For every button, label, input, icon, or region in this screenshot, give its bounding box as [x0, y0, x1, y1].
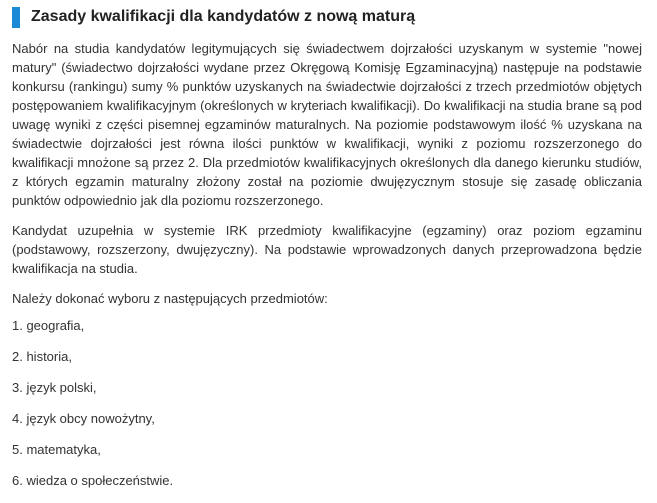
rules-text	[12, 39, 642, 308]
section-header	[12, 6, 415, 28]
rules-paragraph-irk: Kandydat uzupełnia w systemie IRK przedmioty kwalifikacyjne (egzaminy) oraz poziom egzaminu (podstawowy, rozszerzony, dwujęzyczny). Na podstawie wprowadzonych danych przeprowadzona będzie kwalifikacja na studia.	[12, 223, 642, 276]
subjects-intro: Należy dokonać wyboru z następujących przedmiotów:	[12, 291, 328, 306]
subject-item-jezyk-obcy: 4. język obcy nowożytny,	[12, 411, 155, 426]
rules-paragraph-nabor: Nabór na studia kandydatów legitymujących się świadectwem dojrzałości uzyskanym w systemie "nowej matury" (świadectwo dojrzałości wydane przez Okręgową Komisję Egzaminacyjną) następuje na podstawie konkursu (rankingu) sumy % punktów uzyskanych na świadectwie dojrzałości z trzech przedmiotów objętych postępowaniem kwalifikacyjnym (określonych w kryteriach kwalifikacji). Do kwalifikacji na studia brane są pod uwagę wyniki z części pisemnej egzaminów maturalnych. Na poziomie podstawowym ilość % uzyskana na świadectwie dojrzałości jest równa ilości punktów w kwalifikacji, wyniki z poziomu rozszerzonego do kwalifikacji mnożone są przez 2. Dla przedmiotów kwalifikacyjnych określonych dla danego kierunku studiów, z których egzamin maturalny złożony został na poziomie dwujęzycznym stosuje się zasadę obliczania punktów odpowiednio jak dla poziomu rozszerzonego.	[12, 41, 642, 208]
subject-item-geografia: 1. geografia,	[12, 318, 85, 333]
subject-item-historia: 2. historia,	[12, 349, 72, 364]
subject-list	[12, 316, 173, 502]
section-title: Zasady kwalifikacji dla kandydatów z nową maturą	[31, 8, 416, 25]
subject-item-matematyka: 5. matematyka,	[12, 442, 101, 457]
subject-item-jezyk-polski: 3. język polski,	[12, 380, 97, 395]
header-accent-bar	[12, 7, 20, 28]
subject-item-wos: 6. wiedza o społeczeństwie.	[12, 473, 174, 488]
